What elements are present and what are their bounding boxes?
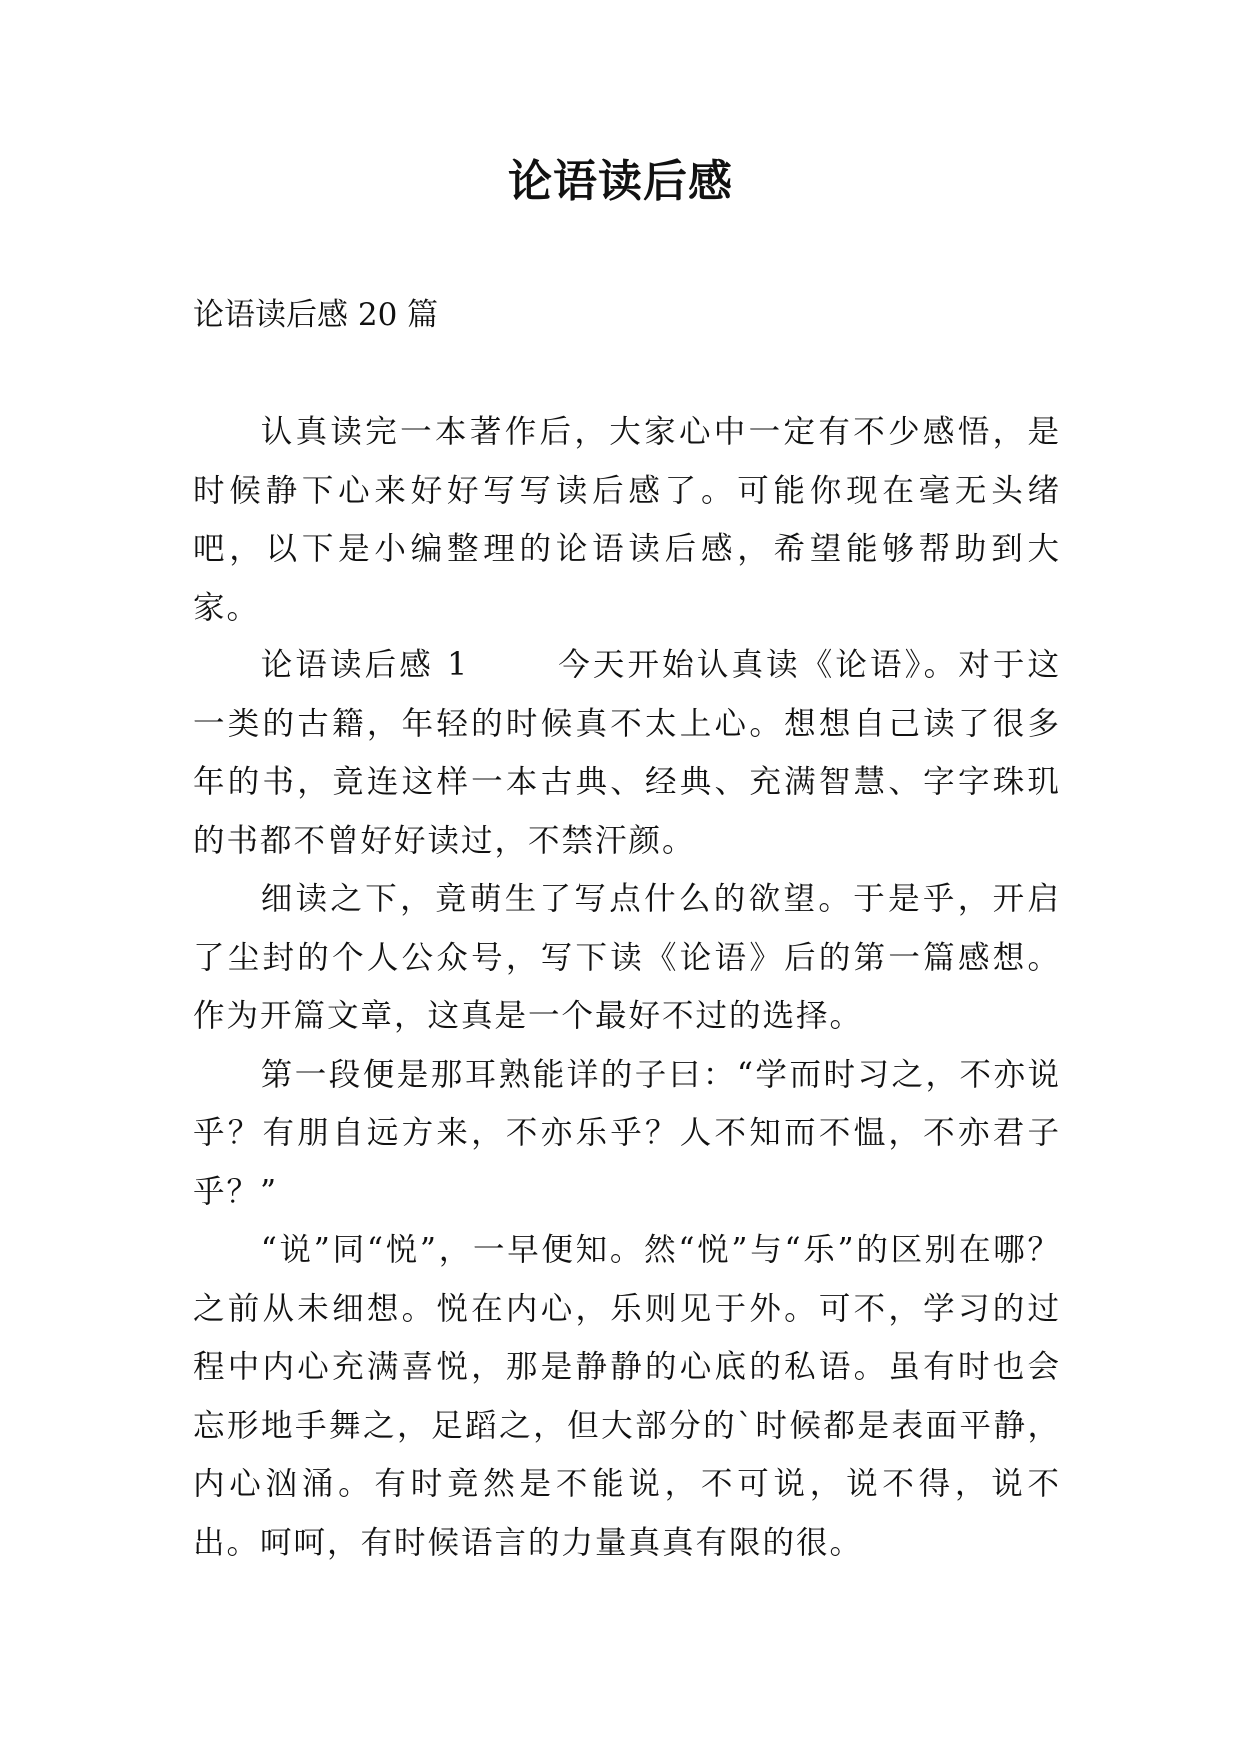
essay-section <box>193 636 1061 1572</box>
essay-heading: 论语读后感 1 <box>260 647 470 683</box>
document-subtitle: 论语读后感 20 篇 <box>193 297 439 333</box>
essay-paragraph: 细读之下，竟萌生了写点什么的欲望。于是乎，开启了尘封的个人公众号，写下读《论语》后的第一篇感想。作为开篇文章，这真是一个最好不过的选择。 <box>193 881 1061 1034</box>
essay-paragraph: “说”同“悦”，一早便知。然“悦”与“乐”的区别在哪？之前从未细想。悦在内心，乐则见于外。可不，学习的过程中内心充满喜悦，那是静静的心底的私语。虽有时也会忘形地手舞之，足蹈之，但大部分的`时候都是表面平静，内心汹涌。有时竟然是不能说，不可说，说不得，说不出。呵呵，有时候语言的力量真真有限的很。 <box>193 1232 1061 1561</box>
essay-paragraph: 第一段便是那耳熟能详的子曰：“学而时习之，不亦说乎？有朋自远方来，不亦乐乎？人不知而不愠，不亦君子乎？” <box>193 1056 1061 1210</box>
intro-paragraph: 认真读完一本著作后，大家心中一定有不少感悟，是时候静下心来好好写写读后感了。可能你现在毫无头绪吧，以下是小编整理的论语读后感，希望能够帮助到大家。 <box>193 414 1061 626</box>
essay-paragraph-text: 今天开始认真读《论语》。对于这一类的古籍，年轻的时候真不太上心。想想自己读了很多年的书，竟连这样一本古典、经典、充满智慧、字字珠玑的书都不曾好好读过，不禁汗颜。 <box>193 647 1061 859</box>
intro-section <box>193 403 1061 637</box>
document-title: 论语读后感 <box>508 156 733 207</box>
essay-paragraph <box>193 636 1061 870</box>
